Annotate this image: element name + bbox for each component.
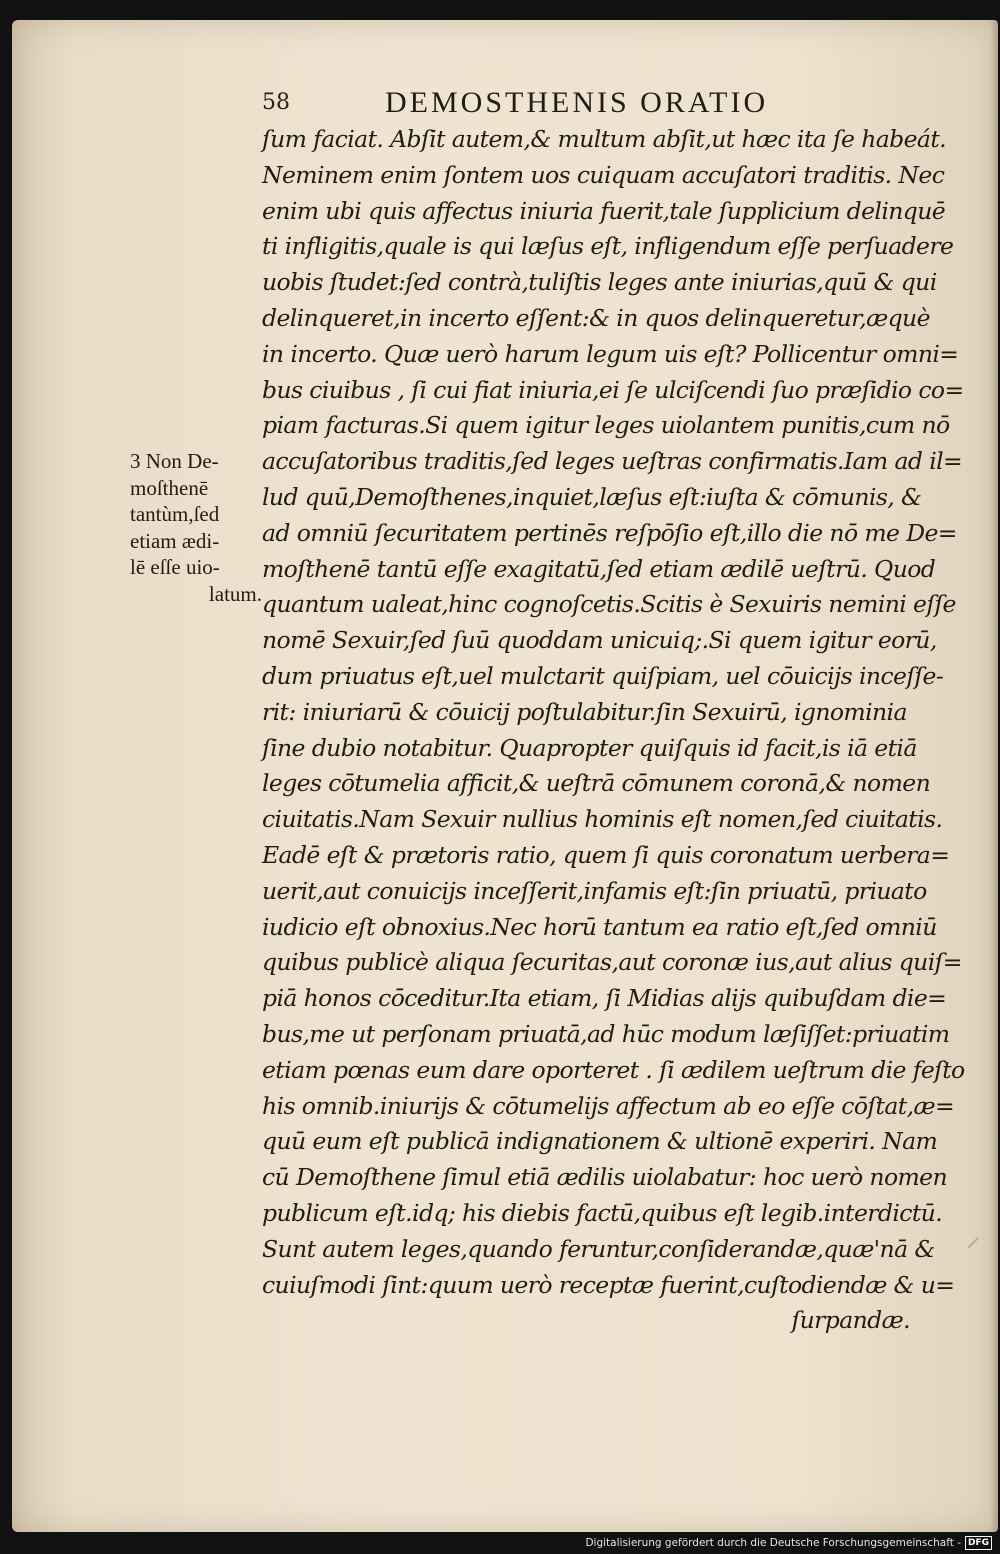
text-line: cuiuſmodi ſint:quum uerò receptæ fuerint,cuſtodiendæ & u= — [262, 1270, 955, 1299]
running-head: DEMOSTHENIS ORATIO — [385, 86, 769, 119]
text-line: Sunt autem leges,quando feruntur,conſiderandæ,quæ'nā & — [262, 1234, 935, 1263]
text-line: piā honos cōceditur.Ita etiam, ſi Midias alijs quibuſdam die= — [262, 984, 947, 1013]
text-line: ad omniū ſecuritatem pertinēs reſpōſio eſt,illo die nō me De= — [262, 518, 957, 547]
text-line: lud quū,Demoſthenes,inquiet,læſus eſt:iuſta & cōmunis, & — [262, 482, 922, 511]
marginal-line: latum. — [208, 581, 262, 606]
marginal-line: tantùm,ſed — [130, 502, 220, 526]
text-line: quantum ualeat,hinc cognoſcetis.Scitis è Sexuiris nemini eſſe — [262, 590, 956, 619]
text-line: etiam pœnas eum dare oporteret . ſi ædilem ueſtrum die feſto — [262, 1055, 965, 1084]
dfg-logo: DFG — [965, 1536, 992, 1550]
credit-text: Digitalisierung gefördert durch die Deutsche Forschungsgemeinschaft - — [585, 1537, 961, 1549]
text-line: his omnib.iniurijs & cōtumelijs affectum ab eo eſſe cōſtat,æ= — [262, 1091, 955, 1120]
text-line: uerit,aut conuicijs inceſſerit,infamis eſt:ſin priuatū, priuato — [262, 876, 927, 905]
text-line: in incerto. Quæ uerò harum legum uis eſt? Pollicentur omni= — [262, 339, 959, 368]
text-line: ſum faciat. Abſit autem,& multum abſit,ut hæc ita ſe habeát. — [262, 125, 947, 153]
text-line: iudicio eſt obnoxius.Nec horū tantum ea ratio eſt,ſed omniū — [262, 912, 937, 941]
marginal-line: lē eſſe uio- — [130, 555, 220, 579]
text-line-final: ſurpandæ. — [791, 1306, 910, 1335]
text-line: bus ciuibus , ſi cui fiat iniuria,ei ſe ulciſcendi ſuo præſidio co= — [262, 375, 964, 404]
text-line: leges cōtumelia afficit,& ueſtrā cōmunem coronā,& nomen — [262, 769, 931, 798]
text-line: enim ubi quis affectus iniuria fuerit,tale ſupplicium delinquē — [262, 196, 946, 225]
text-line: Neminem enim ſontem uos cuiquam accuſatori traditis. Nec — [262, 160, 945, 189]
text-line: ſine dubio notabitur. Quapropter quiſquis id facit,is iā etiā — [262, 733, 917, 762]
marginal-line: 3 Non De- — [130, 449, 219, 473]
text-line: rit: iniuriarū & cōuicij poſtulabitur.ſin Sexuirū, ignominia — [262, 697, 907, 726]
text-line: cū Demoſthene ſimul etiā ædilis uiolabatur: hoc uerò nomen — [262, 1163, 948, 1192]
text-line: uobis ſtudet:ſed contrà,tuliſtis leges ante iniurias,quū & qui — [262, 268, 937, 297]
digitization-credit — [585, 1534, 992, 1552]
marginal-line: etiam ædi- — [130, 528, 220, 553]
text-line: piam facturas.Si quem igitur leges uiolantem punitis,cum nō — [262, 411, 950, 440]
text-line: dum priuatus eſt,uel mulctarit quiſpiam, uel cōuicijs inceſſe- — [262, 661, 944, 690]
text-line: delinqueret,in incerto eſſent:& in quos delinqueretur,æquè — [262, 303, 930, 332]
page-edge-shadow — [990, 20, 998, 1532]
marginal-line: moſthenē — [130, 475, 209, 500]
text-line: quibus publicè aliqua ſecuritas,aut coronæ ius,aut alius quiſ= — [262, 948, 962, 977]
marginal-note — [130, 448, 264, 607]
text-line: ti infligitis,quale is qui læſus eſt, infligendum eſſe perſuadere — [262, 232, 954, 261]
text-line: moſthenē tantū eſſe exagitatū,ſed etiam ædilē ueſtrū. Quod — [262, 554, 936, 583]
text-line: Eadē eſt & prætoris ratio, quem ſi quis coronatum uerbera= — [262, 840, 950, 869]
page-number: 58 — [262, 90, 290, 115]
text-line: bus,me ut perſonam priuatā,ad hūc modum læſiſſet:priuatim — [262, 1019, 950, 1048]
body-text — [262, 122, 965, 1339]
text-line: ciuitatis.Nam Sexuir nullius hominis eſt nomen,ſed ciuitatis. — [262, 805, 943, 834]
text-line: accuſatoribus traditis,ſed leges ueſtras confirmatis.Iam ad il= — [262, 447, 963, 476]
text-line: publicum eſt.idq; his diebis factū,quibus eſt legib.interdictū. — [262, 1198, 943, 1227]
text-line: quū eum eſt publicā indignationem & ultionē experiri. Nam — [262, 1127, 938, 1156]
text-line: nomē Sexuir,ſed ſuū quoddam unicuiq;.Si quem igitur eorū, — [262, 626, 937, 655]
